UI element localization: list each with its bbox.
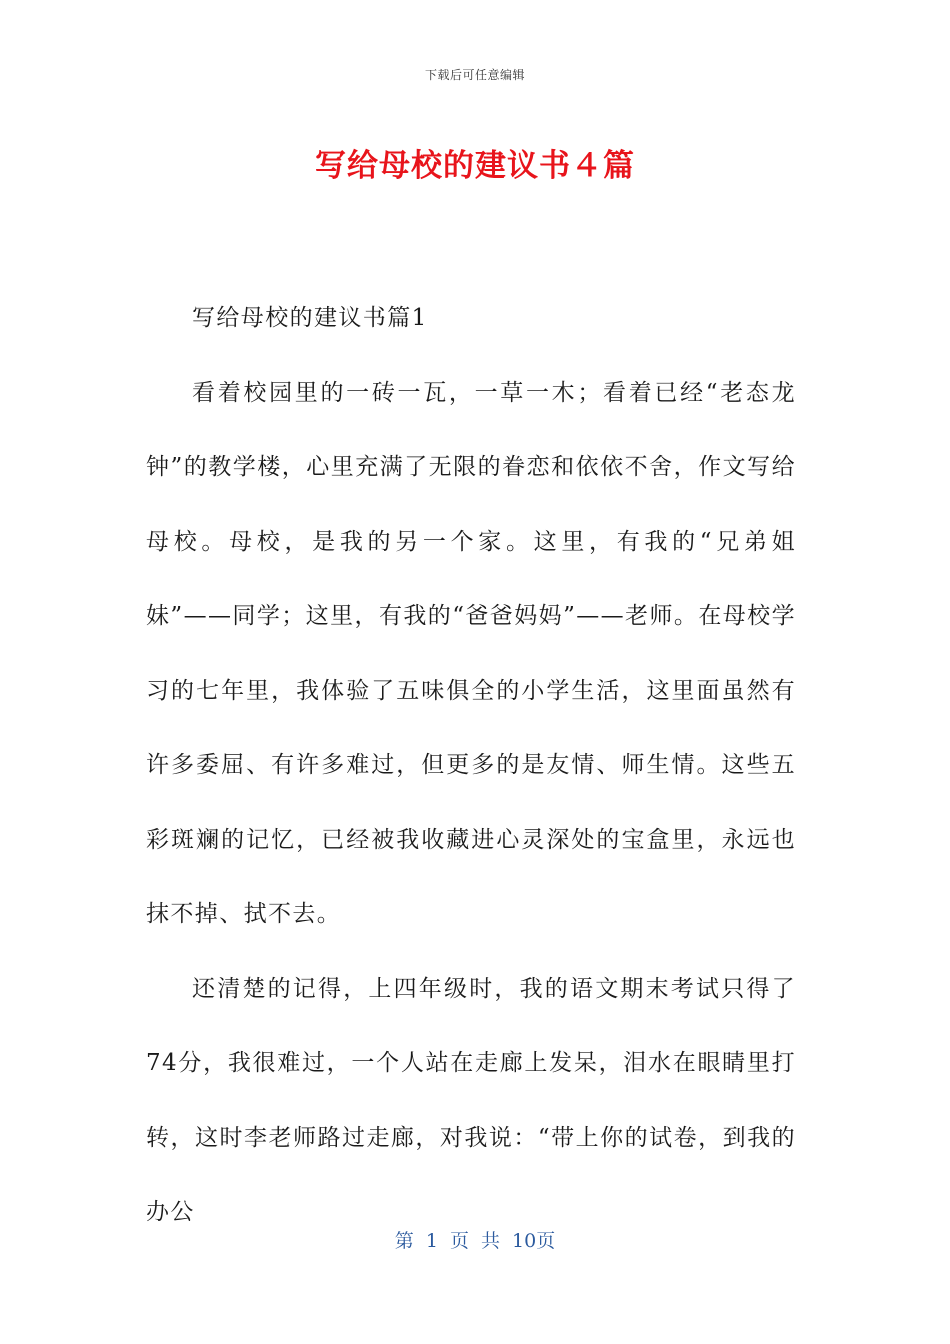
document-title: 写给母校的建议书４篇 bbox=[315, 148, 635, 184]
document-body bbox=[146, 281, 796, 1250]
section-heading: 写给母校的建议书篇1 bbox=[192, 305, 428, 331]
page-indicator: 第 1 页 共 10页 bbox=[394, 1230, 556, 1252]
body-paragraph: 还清楚的记得，上四年级时，我的语文期末考试只得了74分，我很难过，一个人站在走廊上发呆，泪水在眼睛里打转，这时李老师路过走廊，对我说：“带上你的试卷，到我的办公 bbox=[146, 975, 796, 1225]
header-note: 下载后可任意编辑 bbox=[424, 68, 525, 82]
body-paragraph: 看着校园里的一砖一瓦，一草一木；看着已经“老态龙钟”的教学楼，心里充满了无限的眷恋和依依不舍，作文写给母校。母校，是我的另一个家。这里，有我的“兄弟姐妹”——同学；这里，有我的“爸爸妈妈”——老师。在母校学习的七年里，我体验了五味俱全的小学生活，这里面虽然有许多委屈、有许多难过，但更多的是友情、师生情。这些五彩斑斓的记忆，已经被我收藏进心灵深处的宝盒里，永远也抹不掉、拭不去。 bbox=[146, 379, 796, 927]
